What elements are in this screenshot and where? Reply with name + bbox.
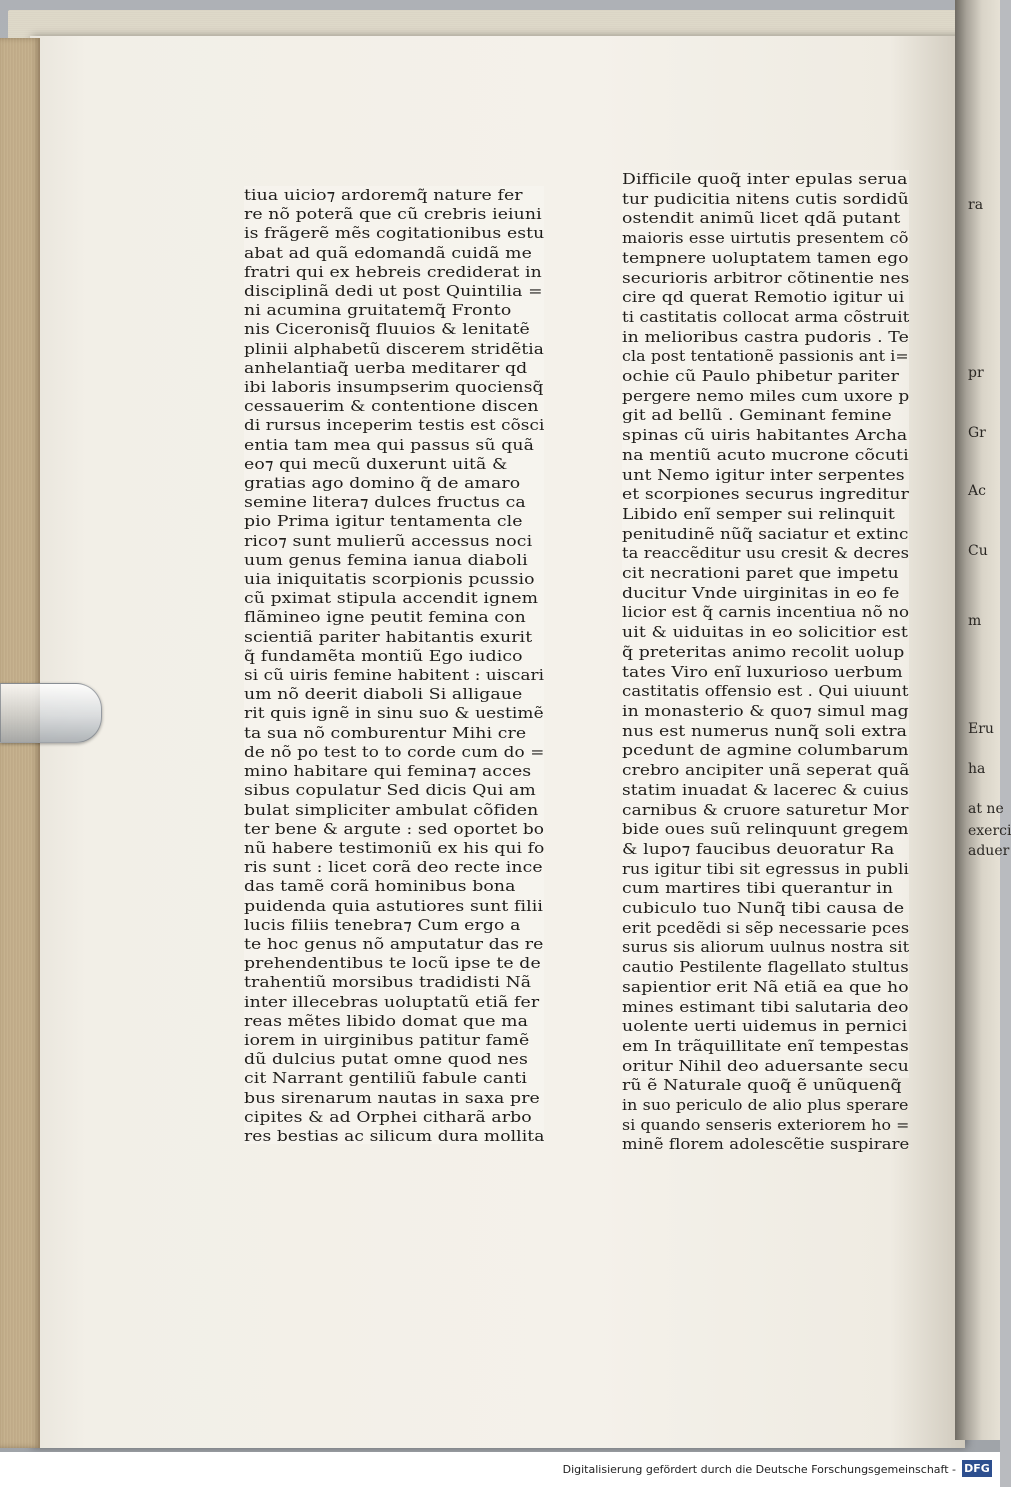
text-line: ni acumina gruitatemq̃ Fronto: [244, 301, 512, 320]
text-line: anhelantiaq̃ uerba meditarer qd: [244, 358, 528, 377]
text-line: res bestias ac silicum dura mollita: [244, 1126, 545, 1145]
text-line: bulat simpliciter ambulat cõfiden: [244, 800, 539, 819]
facing-page-text: aduer: [968, 843, 1010, 859]
text-line: iorem in uirginibus patitur famẽ: [244, 1030, 530, 1049]
text-line: maioris esse uirtutis presentem cõ: [622, 229, 909, 248]
text-line: spinas cũ uiris habitantes Archa: [622, 426, 908, 445]
text-line: q̃ fundamẽta montiũ Ego iudico: [244, 646, 523, 665]
text-line: et scorpiones securus ingreditur: [622, 485, 909, 504]
text-line: rũ ẽ Naturale quoq̃ ẽ unũquenq̃: [622, 1076, 902, 1095]
text-line: sibus copulatur Sed dicis Qui am: [244, 781, 536, 800]
facing-page-text: at ne: [968, 801, 1004, 817]
text-line: cipites & ad Orphei citharã arbo: [244, 1107, 532, 1126]
text-line: rico⁊ sunt mulierũ accessus noci: [244, 531, 533, 550]
text-line: cautio Pestilente flagellato stultus: [622, 958, 909, 977]
text-line: cla post tentationẽ passionis ant i=: [622, 347, 909, 366]
text-line: surus sis aliorum uulnus nostra sit: [622, 938, 910, 957]
text-line: te hoc genus nõ amputatur das re: [244, 934, 544, 953]
text-line: re nõ poterã que cũ crebris ieiuni: [244, 205, 542, 224]
text-line: cit Narrant gentiliũ fabule canti: [244, 1069, 528, 1088]
text-line: erit pcedẽdi si sẽp necessarie pces: [622, 918, 910, 937]
text-line: statim inuadat & lacerec & cuius: [622, 780, 909, 799]
text-line: in monasterio & quo⁊ simul mag: [622, 701, 909, 720]
book-fore-edge: [0, 38, 40, 1448]
text-line: das tamẽ corã hominibus bona: [244, 877, 516, 896]
text-line: flãmineo igne peutit femina con: [244, 608, 526, 627]
text-line: cũ pximat stipula accendit ignem: [244, 589, 539, 608]
text-line: tempnere uoluptatem tamen ego: [622, 248, 909, 267]
text-line: cit necrationi paret que impetu: [622, 564, 899, 583]
text-line: abat ad quã edomandã cuidã me: [244, 243, 532, 262]
text-line: tiua uicio⁊ ardoremq̃ nature fer: [244, 186, 523, 204]
text-line: rus igitur tibi sit egressus in publi: [622, 859, 909, 878]
text-line: ti castitatis collocat arma cõstruit: [622, 307, 910, 326]
text-line: q̃ preteritas animo recolit uolup: [622, 642, 905, 661]
text-line: di rursus inceperim testis est cõsci: [244, 416, 545, 435]
text-line: tur pudicitia nitens cutis sordidũ: [622, 189, 909, 208]
text-line: scientiã pariter habitantis exurit: [244, 627, 533, 646]
text-line: Difficile quoq̃ inter epulas serua: [622, 170, 908, 188]
text-line: trahentiũ morsibus tradidisti Nã: [244, 973, 532, 992]
funding-credit: Digitalisierung gefördert durch die Deutsche Forschungsgemeinschaft -: [562, 1463, 956, 1476]
text-line: ta sua nõ comburentur Mihi cre: [244, 723, 527, 742]
text-line: cum martires tibi querantur in: [622, 879, 894, 898]
text-line: reas mẽtes libido domat que ma: [244, 1011, 529, 1030]
text-line: & lupo⁊ faucibus deuoratur Ra: [622, 839, 895, 858]
text-line: gratias ago domino q̃ de amaro: [244, 474, 521, 493]
text-line: bide oues suũ relinquunt gregem: [622, 820, 909, 839]
text-line: penitudinẽ nũq̃ saciatur et extinc: [622, 524, 909, 543]
text-line: crebro ancipiter unã seperat quã: [622, 761, 910, 780]
text-line: pcedunt de agmine columbarum: [622, 741, 909, 760]
facing-page-text: Ac: [968, 483, 986, 499]
text-line: castitatis offensio est . Qui uiuunt: [622, 682, 909, 701]
text-line: ochie cũ Paulo phibetur pariter: [622, 367, 899, 386]
text-line: ostendit animũ licet qdã putant: [622, 209, 901, 228]
text-line: minẽ florem adolescẽtie suspirare: [622, 1135, 910, 1154]
text-line: lucis filiis tenebra⁊ Cum ergo a: [244, 915, 521, 934]
text-line: rit quis ignẽ in sinu suo & uestimẽ: [244, 704, 544, 723]
text-line: uolente uerti uidemus in pernici: [622, 1017, 908, 1036]
text-line: nũ habere testimoniũ ex his qui fo: [244, 838, 545, 857]
text-line: pergere nemo miles cum uxore p: [622, 386, 910, 405]
text-line: ris sunt : licet corã deo recte ince: [244, 858, 543, 877]
text-line: git ad bellũ . Geminant femine: [622, 406, 892, 425]
facing-page-text: Cu: [968, 543, 988, 559]
text-line: ter bene & argute : sed oportet bo: [244, 819, 545, 838]
text-line: unt Nemo igitur inter serpentes: [622, 465, 905, 484]
text-line: na mentiũ acuto mucrone cõcuti: [622, 445, 909, 464]
facing-page-text: m: [968, 613, 982, 629]
text-line: in melioribus castra pudoris . Te: [622, 327, 909, 346]
text-line: entia tam mea qui passus sũ quã: [244, 435, 535, 454]
text-line: prehendentibus te locũ ipse te de: [244, 954, 541, 973]
text-line: de nõ po test to to corde cum do =: [244, 742, 545, 761]
text-line: Libido enĩ semper sui relinquit: [622, 504, 895, 523]
text-line: ibi laboris insumpserim quociensq̃: [244, 378, 544, 397]
text-line: semine litera⁊ dulces fructus ca: [244, 493, 526, 512]
footer-bar: [0, 1452, 1000, 1487]
text-line: uit & uiduitas in eo solicitior est: [622, 623, 908, 642]
text-line: disciplinã dedi ut post Quintilia =: [244, 282, 543, 301]
text-column-left: [244, 186, 544, 1144]
text-line: fratri qui ex hebreis crediderat in: [244, 262, 542, 281]
text-line: ta reaccẽditur usu cresit & decres: [622, 544, 910, 563]
facing-page-text: ra: [968, 197, 984, 213]
text-line: uum genus femina ianua diaboli: [244, 550, 528, 569]
text-line: mines estimant tibi salutaria deo: [622, 997, 909, 1016]
facing-page-text: ha: [968, 761, 986, 777]
text-line: cessauerim & contentione discen: [244, 397, 539, 416]
text-line: plinii alphabetũ discerem stridẽtia: [244, 339, 544, 358]
facing-page-text: Gr: [968, 425, 986, 441]
text-line: ducitur Vnde uirginitas in eo fe: [622, 583, 900, 602]
text-line: in suo periculo de alio plus sperare: [622, 1096, 909, 1115]
text-column-right: [622, 170, 910, 1154]
text-line: si quando senseris exteriorem ho =: [622, 1115, 910, 1134]
text-line: sapientior erit Nã etiã ea que ho: [622, 977, 909, 996]
text-line: pio Prima igitur tentamenta cle: [244, 512, 523, 531]
facing-page-text: pr: [968, 365, 984, 381]
text-line: is frãgerẽ mẽs cogitationibus estu: [244, 224, 545, 243]
text-line: mino habitare qui femina⁊ acces: [244, 762, 532, 781]
text-line: cire qd querat Remotio igitur ui: [622, 288, 905, 307]
page-marker-strip: [0, 683, 102, 743]
text-line: si cũ uiris femine habitent : uiscari: [244, 666, 545, 685]
text-line: um nõ deerit diaboli Si alligaue: [244, 685, 523, 704]
text-line: carnibus & cruore saturetur Mor: [622, 800, 909, 819]
text-line: uia iniquitatis scorpionis pcussio: [244, 570, 535, 589]
facing-page-text: exerci: [968, 823, 1011, 839]
text-line: nis Ciceronisq̃ fluuios & lenitatẽ: [244, 320, 530, 339]
dfg-logo: DFG: [962, 1460, 992, 1477]
text-line: nus est numerus nunq̃ soli extra: [622, 721, 908, 740]
text-line: puidenda quia astutiores sunt filii: [244, 896, 544, 915]
text-line: securioris arbitror cõtinentie nes: [622, 268, 910, 287]
text-line: licior est q̃ carnis incentiua nõ no: [622, 603, 910, 622]
text-line: oritur Nihil deo aduersante secu: [622, 1056, 909, 1075]
text-line: bus sirenarum nautas in saxa pre: [244, 1088, 540, 1107]
text-line: inter illecebras uoluptatũ etiã fer: [244, 992, 540, 1011]
text-line: eo⁊ qui mecũ duxerunt uitã &: [244, 454, 508, 473]
text-line: cubiculo tuo Nunq̃ tibi causa de: [622, 899, 905, 918]
facing-page-text: Eru: [968, 721, 994, 737]
text-line: em In trãquillitate enĩ tempestas: [622, 1036, 909, 1055]
text-line: dũ dulcius putat omne quod nes: [244, 1050, 528, 1069]
text-line: tates Viro enĩ luxurioso uerbum: [622, 662, 903, 681]
